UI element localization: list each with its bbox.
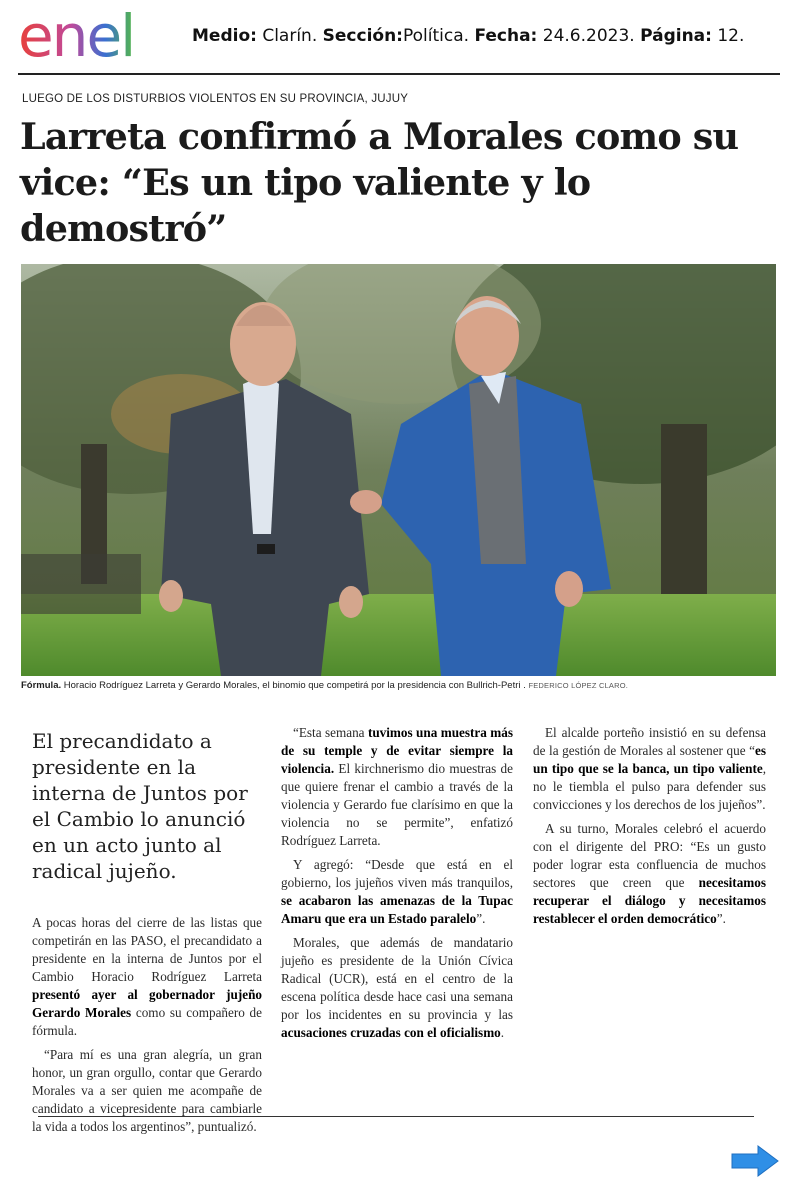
- header-divider: [18, 73, 780, 75]
- medio-label: Medio:: [192, 26, 257, 46]
- svg-text:enel: enel: [18, 4, 135, 66]
- seccion-label: Sección:: [322, 26, 403, 46]
- footer-divider: [38, 1116, 754, 1117]
- medio-value: Clarín.: [262, 26, 318, 46]
- article-column-3: [533, 724, 766, 934]
- caption-text: Horacio Rodríguez Larreta y Gerardo Morales, el binomio que competirá por la presidencia con Bullrich-Petri .: [63, 680, 526, 691]
- article-photo: [21, 264, 776, 676]
- document-header: [0, 0, 800, 76]
- paragraph-5: Morales, que además de mandatario jujeño es presidente de la Unión Cívica Radical (UCR), está en el centro de la escena política desde hace casi una semana por los incidentes en su provincia y las acusaciones cruzadas con el oficialismo.: [281, 935, 513, 1040]
- arrow-right-icon[interactable]: [730, 1144, 780, 1178]
- article-kicker: LUEGO DE LOS DISTURBIOS VIOLENTOS EN SU PROVINCIA, JUJUY: [22, 93, 409, 105]
- enel-logo: [16, 4, 180, 66]
- paragraph-3: “Esta semana tuvimos una muestra más de su temple y de evitar siempre la violencia. El kirchnerismo dio muestras de que quiere frenar el cambio a través de la violencia y Gerardo fue clarísimo en que la violencia no se permite”, enfatizó Rodríguez Larreta.: [281, 725, 513, 848]
- document-metadata: [192, 26, 744, 46]
- article-column-1: [32, 724, 262, 1142]
- caption-label: Fórmula.: [21, 680, 62, 691]
- pagina-value: 12.: [717, 26, 745, 46]
- article-lead: El precandidato a presidente en la interna de Juntos por el Cambio lo anunció en un acto junto al radical jujeño.: [32, 729, 248, 883]
- paragraph-1: A pocas horas del cierre de las listas que competirán en las PASO, el precandidato a presidente en la interna de Juntos por el Cambio Horacio Rodríguez Larreta presentó ayer al gobernador jujeño Gerardo Morales como su compañero de fórmula.: [32, 915, 262, 1038]
- paragraph-4: Y agregó: “Desde que está en el gobierno, los jujeños viven más tranquilos, se acabaron las amenazas de la Tupac Amaru que era un Estado paralelo”.: [281, 857, 513, 926]
- article-headline: Larreta confirmó a Morales como su vice: “Es un tipo valiente y lo demostró”: [20, 115, 739, 250]
- fecha-label: Fecha:: [474, 26, 538, 46]
- paragraph-6: El alcalde porteño insistió en su defensa de la gestión de Morales al sostener que “es un tipo que se la banca, un tipo valiente, no le tiembla el pulso para defender sus convicciones y los derechos de los jujeños”.: [533, 725, 766, 812]
- photo-credit: FEDERICO LÓPEZ CLARO.: [528, 681, 629, 690]
- fecha-value: 24.6.2023.: [542, 26, 635, 46]
- paragraph-2: “Para mí es una gran alegría, un gran honor, un gran orgullo, contar que Gerardo Morales va a ser quien me acompañe de candidato a vicepresidente para cambiarle la vida a todos los argentinos”, puntualizó.: [32, 1047, 262, 1134]
- photo-illustration: [21, 264, 776, 676]
- pagina-label: Página:: [640, 26, 712, 46]
- paragraph-7: A su turno, Morales celebró el acuerdo con el dirigente del PRO: “Es un gusto poder lograr esta confluencia de muchos sectores que creen que necesitamos recuperar el diálogo y necesitamos restablecer el orden democrático”.: [533, 821, 766, 926]
- article-column-2: [281, 724, 513, 1048]
- seccion-value: Política.: [402, 26, 470, 46]
- photo-caption: [21, 680, 781, 691]
